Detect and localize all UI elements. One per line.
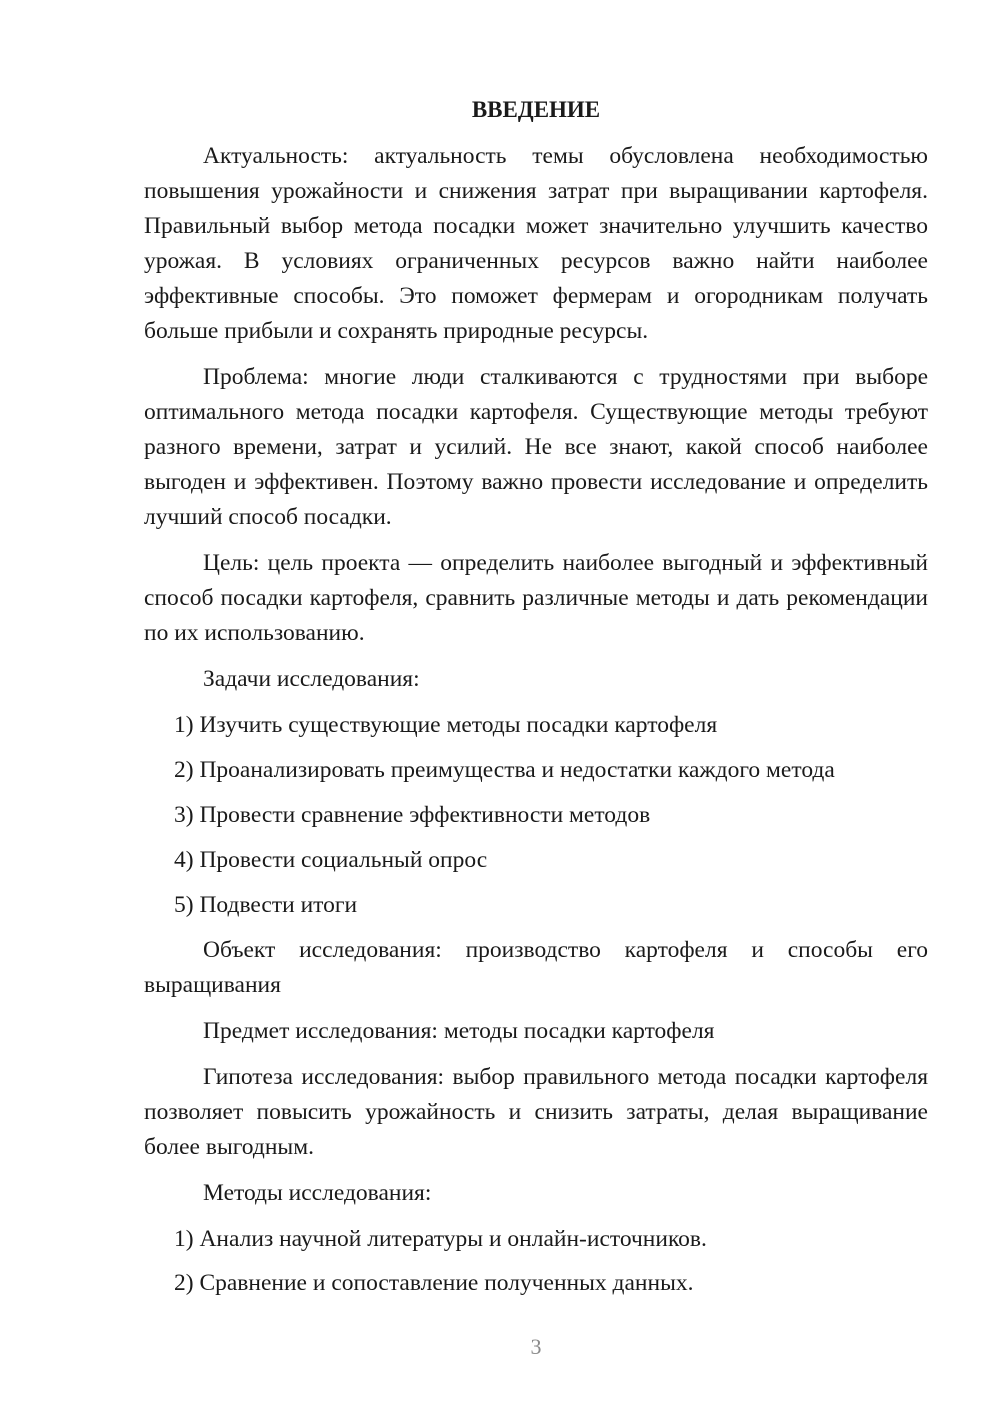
method-item: 1) Анализ научной литературы и онлайн-источников. <box>174 1226 707 1252</box>
tasks-list <box>144 708 928 923</box>
methods-heading: Методы исследования: <box>203 1180 432 1206</box>
methods-list <box>144 1222 928 1301</box>
object-paragraph: Объект исследования: производство картофеля и способы его выращивания <box>144 937 928 998</box>
task-item: 5) Подвести итоги <box>174 892 358 918</box>
task-item: 4) Провести социальный опрос <box>174 847 488 873</box>
page-number: 3 <box>530 1334 542 1359</box>
page-title: ВВЕДЕНИЕ <box>471 97 601 122</box>
task-item: 2) Проанализировать преимущества и недостатки каждого метода <box>174 757 835 783</box>
hypothesis-paragraph: Гипотеза исследования: выбор правильного метода посадки картофеля позволяет повысить урожайность и снизить затраты, делая выращивание более выгодным. <box>144 1064 928 1160</box>
task-item: 3) Провести сравнение эффективности методов <box>174 802 651 828</box>
tasks-heading: Задачи исследования: <box>203 666 420 692</box>
method-item: 2) Сравнение и сопоставление полученных данных. <box>174 1270 694 1296</box>
problem-paragraph: Проблема: многие люди сталкиваются с трудностями при выборе оптимального метода посадки картофеля. Существующие методы требуют разного времени, затрат и усилий. Не все знают, какой способ наиболее выгоден и эффективен. Поэтому важно провести исследование и определить лучший способ посадки. <box>144 364 928 530</box>
relevance-paragraph: Актуальность: актуальность темы обусловлена необходимостью повышения урожайности и снижения затрат при выращивании картофеля. Правильный выбор метода посадки может значительно улучшить качество урожая. В условиях ограниченных ресурсов важно найти наиболее эффективные способы. Это поможет фермерам и огородникам получать больше прибыли и сохранять природные ресурсы. <box>144 143 928 344</box>
subject-paragraph: Предмет исследования: методы посадки картофеля <box>203 1018 715 1044</box>
goal-paragraph: Цель: цель проекта — определить наиболее выгодный и эффективный способ посадки картофеля, сравнить различные методы и дать рекомендации по их использованию. <box>144 550 928 646</box>
task-item: 1) Изучить существующие методы посадки картофеля <box>174 712 718 738</box>
document-page <box>144 92 928 1310</box>
